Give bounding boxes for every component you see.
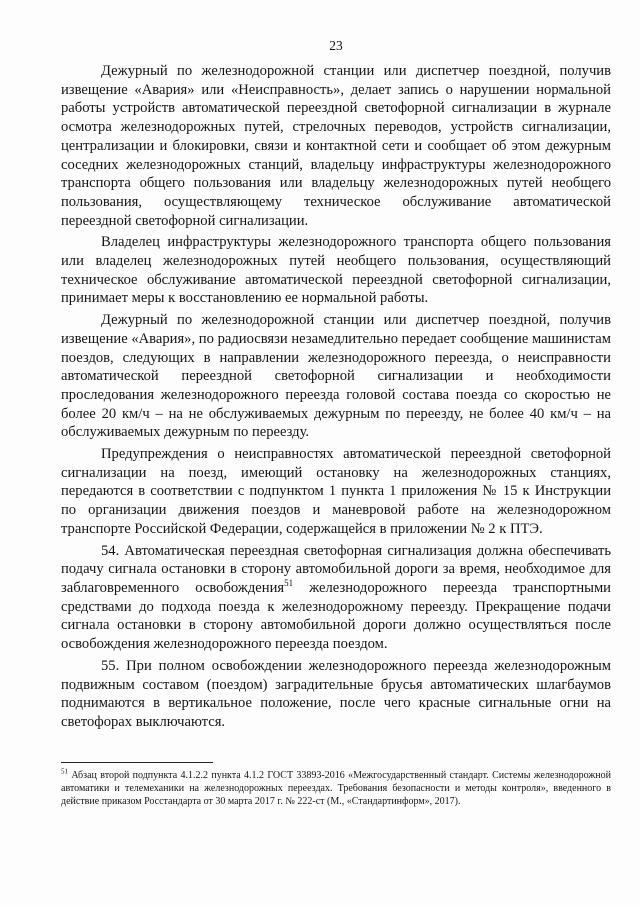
item-54-text-start: 54. Автоматическая переездная светофорная сигнализация должна обеспечивать подачу сигнала остановки в сторону автомобильной дороги за время, необходимое для заблаговременного освобождения [61,542,611,596]
footnote [61,769,611,809]
page-number: 23 [329,38,343,53]
footnote-reference[interactable]: 51 [284,578,294,589]
paragraph-item-55: 55. При полном освобождении железнодорожного переезда железнодорожным подвижным составом (поездом) заградительные брусья автоматических шлагбаумов поднимаются в вертикальное положение, после чего красные сигнальные огни на светофорах выключаются. [61,657,611,730]
paragraph-radio-notification: Дежурный по железнодорожной станции или диспетчер поездной, получив извещение «Авария», по радиосвязи незамедлительно передает сообщение машинистам поездов, следующих в направлении железнодорожного переезда, о неисправности автоматической переездной светофорной сигнализации и необходимости проследования железнодорожного переезда головой состава поезда со скоростью не более 20 км/ч – на не обслуживаемых дежурным по переезду, не более 40 км/ч – на обслуживаемых дежурным по переезду. [61,312,611,441]
paragraph-duty-officer-record: Дежурный по железнодорожной станции или диспетчер поездной, получив извещение «Авария» или «Неисправность», делает запись о нарушении нормальной работы устройств автоматической переездной светофорной сигнализации в журнале осмотра железнодорожных путей, стрелочных переводов, устройств сигнализации, централизации и блокировки, связи и контактной сети и сообщает об этом дежурным соседних железнодорожных станций, владельцу инфраструктуры железнодорожного транспорта общего пользования или владельцу железнодорожных путей необщего пользования, осуществляющему техническое обслуживание автоматической переездной светофорной сигнализации. [61,63,611,229]
paragraph-infrastructure-owner: Владелец инфраструктуры железнодорожного транспорта общего пользования или владелец железнодорожных путей необщего пользования, осуществляющий техническое обслуживание автоматической переездной светофорной сигнализации, принимает меры к восстановлению ее нормальной работы. [61,234,611,307]
item-54-text-end: железнодорожного переезда транспортными средствами до подхода поезда к железнодорожному переезду. Прекращение подачи сигнала остановки в сторону автомобильной дороги должно осуществляться после освобождения железнодорожного переезда поездом. [61,579,611,653]
paragraph-warnings: Предупреждения о неисправностях автоматической переездной светофорной сигнализации на поезд, имеющий остановку на железнодорожных станциях, передаются в соответствии с подпунктом 1 пункта 1 приложения № 15 к Инструкции по организации движения поездов и маневровой работе на железнодорожном транспорте Российской Федерации, содержащейся в приложении № 2 к ПТЭ. [61,446,611,537]
paragraph-item-54 [61,542,611,654]
footnote-divider [61,762,213,763]
footnote-marker: 51 [61,767,68,776]
footnote-text: Абзац второй подпункта 4.1.2.2 пункта 4.1.2 ГОСТ 33893-2016 «Межгосударственный стандарт. Системы железнодорожной автоматики и телемеханики на железнодорожных переездах. Требования безопасности и методы контроля», введенного в действие приказом Росстандарта от 30 марта 2017 г. № 222-ст (М., «Стандартинформ», 2017). [61,769,611,808]
